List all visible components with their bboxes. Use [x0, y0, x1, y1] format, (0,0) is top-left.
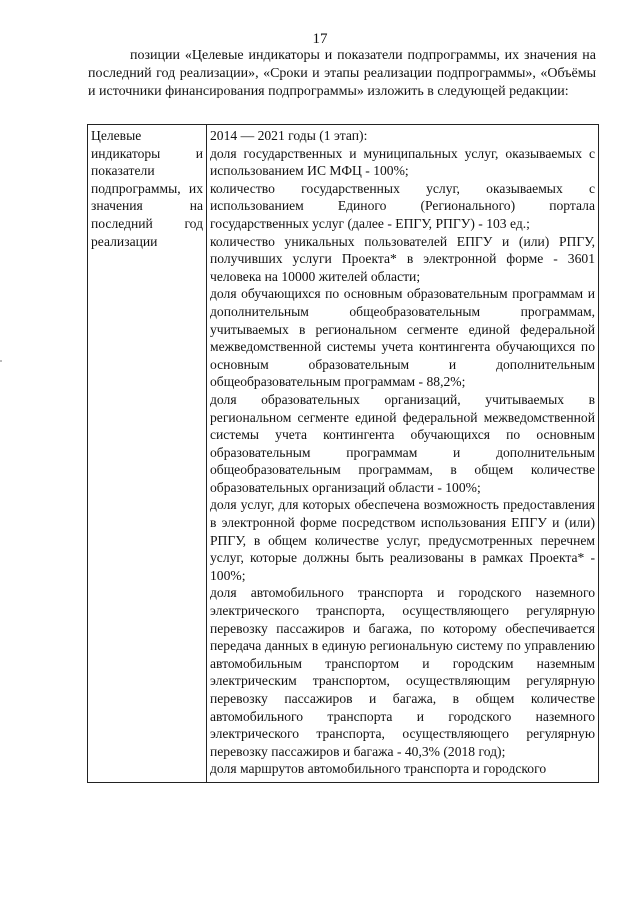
indicator-entry: доля образовательных организаций, учитываемых в региональном сегменте единой федеральной межведомственной системы учета контингента обучающихся по основным образовательным программам и дополнительным общеобразовательным программам, в общем количестве образовательных организаций области - 100%; [210, 391, 595, 495]
intro-text: позиции «Целевые индикаторы и показатели подпрограммы, их значения на последний год реализации», «Сроки и этапы реализации подпрограммы», «Объёмы и источники финансирования подпрограммы» изложить в следующей редакции: [88, 48, 596, 99]
indicator-entry: доля услуг, для которых обеспечена возможность предоставления в электронной форме посредством использования ЕПГУ и (или) РПГУ, в общем количестве услуг, предусмотренных перечнем услуг, которые должны быть реализованы в рамках Проекта* - 100%; [210, 497, 595, 583]
page-number: 17 [312, 31, 328, 47]
indicators-table [87, 124, 599, 783]
intro-paragraph [88, 47, 596, 101]
table-row [88, 125, 599, 783]
indicator-entry: количество государственных услуг, оказываемых с использованием Единого (Регионального) портала государственных услуг (далее - ЕПГУ, РПГУ) - 103 ед.; [210, 180, 595, 231]
indicator-entry: доля маршрутов автомобильного транспорта и городского [210, 761, 547, 777]
indicator-entry: доля государственных и муниципальных услуг, оказываемых с использованием ИС МФЦ - 100%; [210, 145, 595, 179]
value-cell [207, 125, 599, 783]
indicator-entry: доля обучающихся по основным образовательным программам и дополнительным общеобразовательным программам, учитываемых в региональном сегменте единой федеральной межведомственной системы учета контингента обучающихся по основным образовательным и дополнительным общеобразовательным программам - 88,2%; [210, 286, 595, 390]
indicator-entry: доля автомобильного транспорта и городского наземного электрического транспорта, осуществляющего регулярную перевозку пассажиров и багажа, по которому обеспечивается передача данных в единую региональную систему по управлению автомобильным транспортом и городским наземным электрическим транспортом, осуществляющим регулярную перевозку пассажиров и багажа, в общем количестве автомобильного транспорта и городского наземного электрического транспорта, осуществляющего регулярную перевозку пассажиров и багажа - 40,3% (2018 год); [210, 585, 595, 759]
label-cell: Целевые индикаторы и показатели подпрограммы, их значения на последний год реализации [88, 125, 207, 783]
scan-speck [0, 360, 2, 362]
indicator-entry: количество уникальных пользователей ЕПГУ и (или) РПГУ, получивших услуги Проекта* в электронной форме - 3601 человека на 10000 жителей области; [210, 233, 595, 284]
period-heading: 2014 — 2021 годы (1 этап): [210, 128, 368, 143]
